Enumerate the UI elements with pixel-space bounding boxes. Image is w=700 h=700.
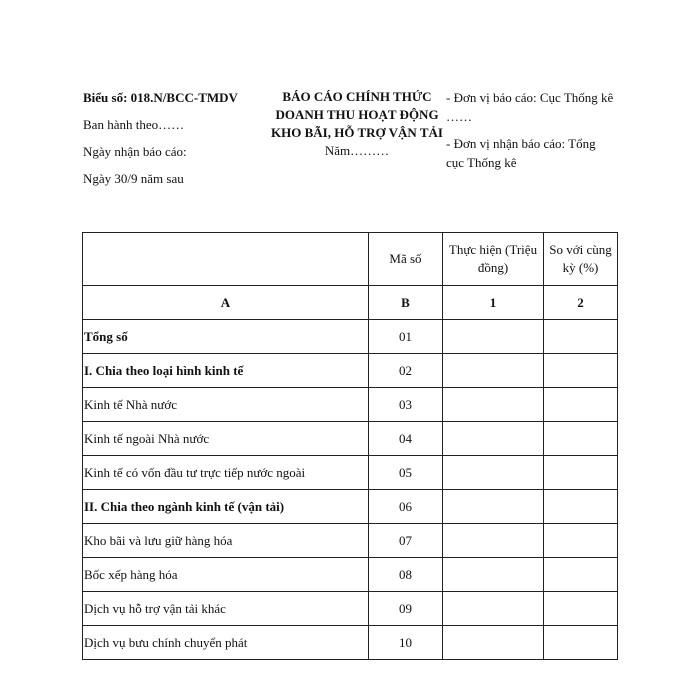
receive-date: Ngày 30/9 năm sau [83,171,184,186]
row-code: 02 [369,354,443,388]
index-cell-a: A [83,286,369,320]
compare-value-cell[interactable] [544,388,618,422]
table-row [83,388,618,422]
row-code: 09 [369,592,443,626]
report-table [82,232,618,660]
actual-value-cell[interactable] [443,592,544,626]
row-label: I. Chia theo loại hình kinh tế [83,354,369,388]
report-title-line3: KHO BÃI, HỖ TRỢ VẬN TẢI [271,125,443,140]
table-row [83,422,618,456]
form-meta [83,88,273,196]
actual-value-cell[interactable] [443,490,544,524]
actual-value-cell[interactable] [443,524,544,558]
table-index-row [83,286,618,320]
index-cell-1: 1 [443,286,544,320]
compare-value-cell[interactable] [544,456,618,490]
column-header-indicator [83,233,369,286]
table-row [83,320,618,354]
compare-value-cell[interactable] [544,422,618,456]
column-header-compare: So với cùng kỳ (%) [544,233,618,286]
row-code: 05 [369,456,443,490]
table-row [83,490,618,524]
row-label: Kinh tế Nhà nước [83,388,369,422]
row-code: 04 [369,422,443,456]
table-row [83,354,618,388]
actual-value-cell[interactable] [443,558,544,592]
table-header-row [83,233,618,286]
actual-value-cell[interactable] [443,388,544,422]
column-header-actual: Thực hiện (Triệu đồng) [443,233,544,286]
row-label: Kho bãi và lưu giữ hàng hóa [83,524,369,558]
index-cell-b: B [369,286,443,320]
form-code: Biểu số: 018.N/BCC-TMDV [83,90,238,105]
reporting-unit: - Đơn vị báo cáo: Cục Thống kê …… [446,90,614,124]
row-code: 10 [369,626,443,660]
column-header-code: Mã số [369,233,443,286]
compare-value-cell[interactable] [544,354,618,388]
actual-value-cell[interactable] [443,422,544,456]
report-year: Năm……… [324,143,390,158]
row-code: 03 [369,388,443,422]
table-row [83,524,618,558]
table-row [83,558,618,592]
table-row [83,592,618,626]
actual-value-cell[interactable] [443,456,544,490]
table-row [83,456,618,490]
report-title-line1: BÁO CÁO CHÍNH THỨC [282,89,432,104]
actual-value-cell[interactable] [443,626,544,660]
row-label: Tổng số [83,320,369,354]
row-code: 06 [369,490,443,524]
report-title-line2: DOANH THU HOẠT ĐỘNG [275,107,439,122]
actual-value-cell[interactable] [443,320,544,354]
compare-value-cell[interactable] [544,558,618,592]
compare-value-cell[interactable] [544,524,618,558]
report-title-block [262,88,452,160]
compare-value-cell[interactable] [544,490,618,524]
row-label: Kinh tế ngoài Nhà nước [83,422,369,456]
report-units [446,88,616,172]
row-label: Dịch vụ bưu chính chuyển phát [83,626,369,660]
row-label: Dịch vụ hỗ trợ vận tải khác [83,592,369,626]
actual-value-cell[interactable] [443,354,544,388]
receive-date-label: Ngày nhận báo cáo: [83,144,187,159]
row-label: II. Chia theo ngành kinh tế (vận tải) [83,490,369,524]
compare-value-cell[interactable] [544,626,618,660]
issued-by: Ban hành theo…… [83,117,185,132]
index-cell-2: 2 [544,286,618,320]
compare-value-cell[interactable] [544,592,618,626]
row-code: 07 [369,524,443,558]
row-code: 01 [369,320,443,354]
row-label: Kinh tế có vốn đầu tư trực tiếp nước ngoài [83,456,369,490]
receiving-unit: - Đơn vị nhận báo cáo: Tổng cục Thống kê [446,136,596,170]
table-row [83,626,618,660]
compare-value-cell[interactable] [544,320,618,354]
row-label: Bốc xếp hàng hóa [83,558,369,592]
row-code: 08 [369,558,443,592]
